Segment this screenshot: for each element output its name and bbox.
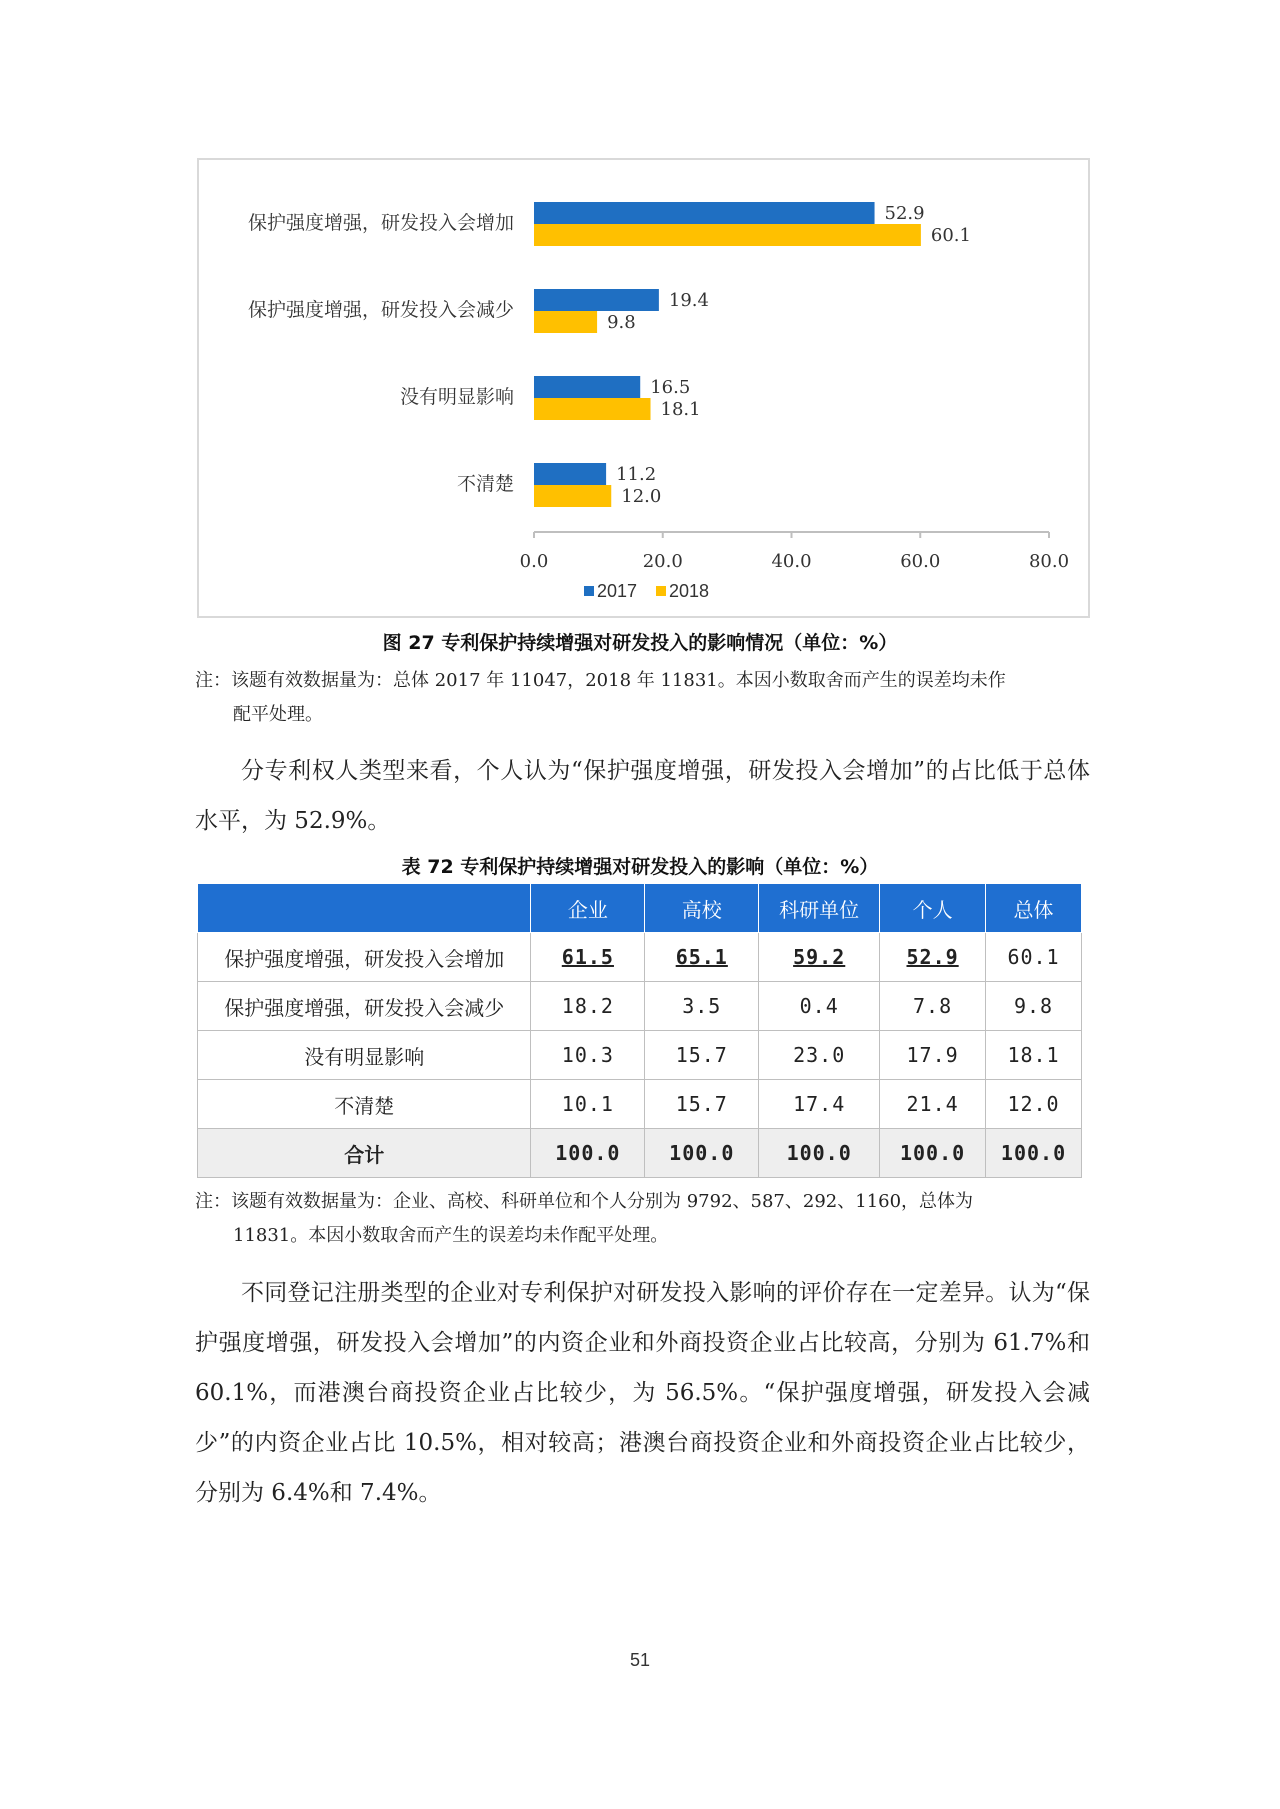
bar-chart	[197, 158, 1090, 618]
legend-label: 2018	[669, 581, 710, 601]
row-label: 保护强度增强，研发投入会增加	[198, 933, 531, 982]
table-cell: 18.1	[986, 1031, 1082, 1080]
bar-2018	[534, 485, 611, 507]
data-label: 19.4	[668, 290, 709, 311]
table-cell: 100.0	[645, 1129, 759, 1178]
table-row	[198, 982, 1082, 1031]
header-research-unit: 科研单位	[759, 884, 880, 933]
bar-2017	[534, 202, 875, 224]
table-cell: 59.2	[759, 933, 880, 982]
figure-note-line2: 配平处理。	[233, 704, 323, 725]
table-header-row	[198, 884, 1082, 933]
table-cell: 17.9	[880, 1031, 986, 1080]
category-label: 没有明显影响	[399, 386, 514, 408]
figure-caption: 图 27 专利保护持续增强对研发投入的影响情况（单位：%）	[382, 632, 898, 654]
data-label: 12.0	[621, 486, 662, 507]
row-label: 没有明显影响	[198, 1031, 531, 1080]
bar-2017	[534, 376, 640, 398]
table-cell: 10.1	[531, 1080, 645, 1129]
page-number: 51	[629, 1650, 651, 1670]
header-individual: 个人	[880, 884, 986, 933]
category-label: 不清楚	[456, 473, 514, 495]
table-cell: 100.0	[880, 1129, 986, 1178]
x-tick-label: 60.0	[900, 551, 941, 572]
paragraph-2-text: 不同登记注册类型的企业对专利保护对研发投入影响的评价存在一定差异。认为“保护强度增强，研发投入会增加”的内资企业和外商投资企业占比较高，分别为 61.7%和 60.1%，而港澳台商投资企业占比较少，为 56.5%。“保护强度增强，研发投入会减少”的内资企业占比 10.5%，相对较高；港澳台商投资企业和外商投资企业占比较少，分别为 6.4%和 7.4%。	[195, 1280, 1090, 1506]
table-cell: 17.4	[759, 1080, 880, 1129]
header-university: 高校	[645, 884, 759, 933]
chart-svg	[199, 160, 1092, 620]
table-cell: 61.5	[531, 933, 645, 982]
row-label: 保护强度增强，研发投入会减少	[198, 982, 531, 1031]
table-row	[198, 933, 1082, 982]
table-cell: 18.2	[531, 982, 645, 1031]
table-total-row	[198, 1129, 1082, 1178]
legend-swatch-2018	[656, 586, 666, 596]
header-overall: 总体	[986, 884, 1082, 933]
table-cell: 100.0	[531, 1129, 645, 1178]
x-tick-label: 40.0	[771, 551, 812, 572]
x-tick-label: 80.0	[1028, 551, 1070, 572]
bar-2017	[534, 289, 659, 311]
table-cell: 12.0	[986, 1080, 1082, 1129]
table-cell: 100.0	[759, 1129, 880, 1178]
legend-swatch-2017	[584, 586, 594, 596]
data-table	[197, 883, 1082, 1178]
row-label: 不清楚	[198, 1080, 531, 1129]
table-cell: 21.4	[880, 1080, 986, 1129]
table-cell: 7.8	[880, 982, 986, 1031]
table-cell: 23.0	[759, 1031, 880, 1080]
paragraph-1	[195, 746, 1090, 846]
bar-2018	[534, 398, 651, 420]
row-label: 合计	[198, 1129, 531, 1178]
x-tick-label: 20.0	[642, 551, 683, 572]
table-note-line2: 11831。本因小数取舍而产生的误差均未作配平处理。	[233, 1225, 669, 1246]
data-label: 11.2	[616, 464, 657, 485]
data-label: 16.5	[650, 377, 691, 398]
table-caption: 表 72 专利保护持续增强对研发投入的影响（单位：%）	[401, 856, 879, 878]
data-label: 18.1	[660, 399, 701, 420]
table-note	[195, 1185, 1090, 1253]
table-cell: 0.4	[759, 982, 880, 1031]
table-cell: 3.5	[645, 982, 759, 1031]
table-cell: 52.9	[880, 933, 986, 982]
table-cell: 15.7	[645, 1080, 759, 1129]
data-label: 9.8	[607, 312, 636, 333]
bar-2018	[534, 224, 921, 246]
header-corner	[198, 884, 531, 933]
legend-label: 2017	[597, 581, 638, 601]
table-note-line1: 注：该题有效数据量为：企业、高校、科研单位和个人分别为 9792、587、292、1160，总体为	[195, 1191, 974, 1212]
bar-2017	[534, 463, 606, 485]
paragraph-2	[195, 1268, 1090, 1518]
x-tick-label: 0.0	[519, 551, 549, 572]
table-cell: 65.1	[645, 933, 759, 982]
table-row	[198, 1031, 1082, 1080]
category-label: 保护强度增强，研发投入会增加	[247, 212, 514, 234]
table-cell: 9.8	[986, 982, 1082, 1031]
table-cell: 60.1	[986, 933, 1082, 982]
table-row	[198, 1080, 1082, 1129]
table-cell: 10.3	[531, 1031, 645, 1080]
figure-note	[195, 664, 1090, 732]
data-label: 52.9	[884, 203, 925, 224]
data-label: 60.1	[930, 225, 971, 246]
header-enterprise: 企业	[531, 884, 645, 933]
table-cell: 15.7	[645, 1031, 759, 1080]
category-label: 保护强度增强，研发投入会减少	[247, 299, 514, 321]
table-cell: 100.0	[986, 1129, 1082, 1178]
bar-2018	[534, 311, 597, 333]
figure-note-line1: 注：该题有效数据量为：总体 2017 年 11047，2018 年 11831。本因小数取舍而产生的误差均未作	[195, 670, 1006, 691]
paragraph-1-text: 分专利权人类型来看，个人认为“保护强度增强，研发投入会增加”的占比低于总体水平，为 52.9%。	[195, 758, 1090, 834]
